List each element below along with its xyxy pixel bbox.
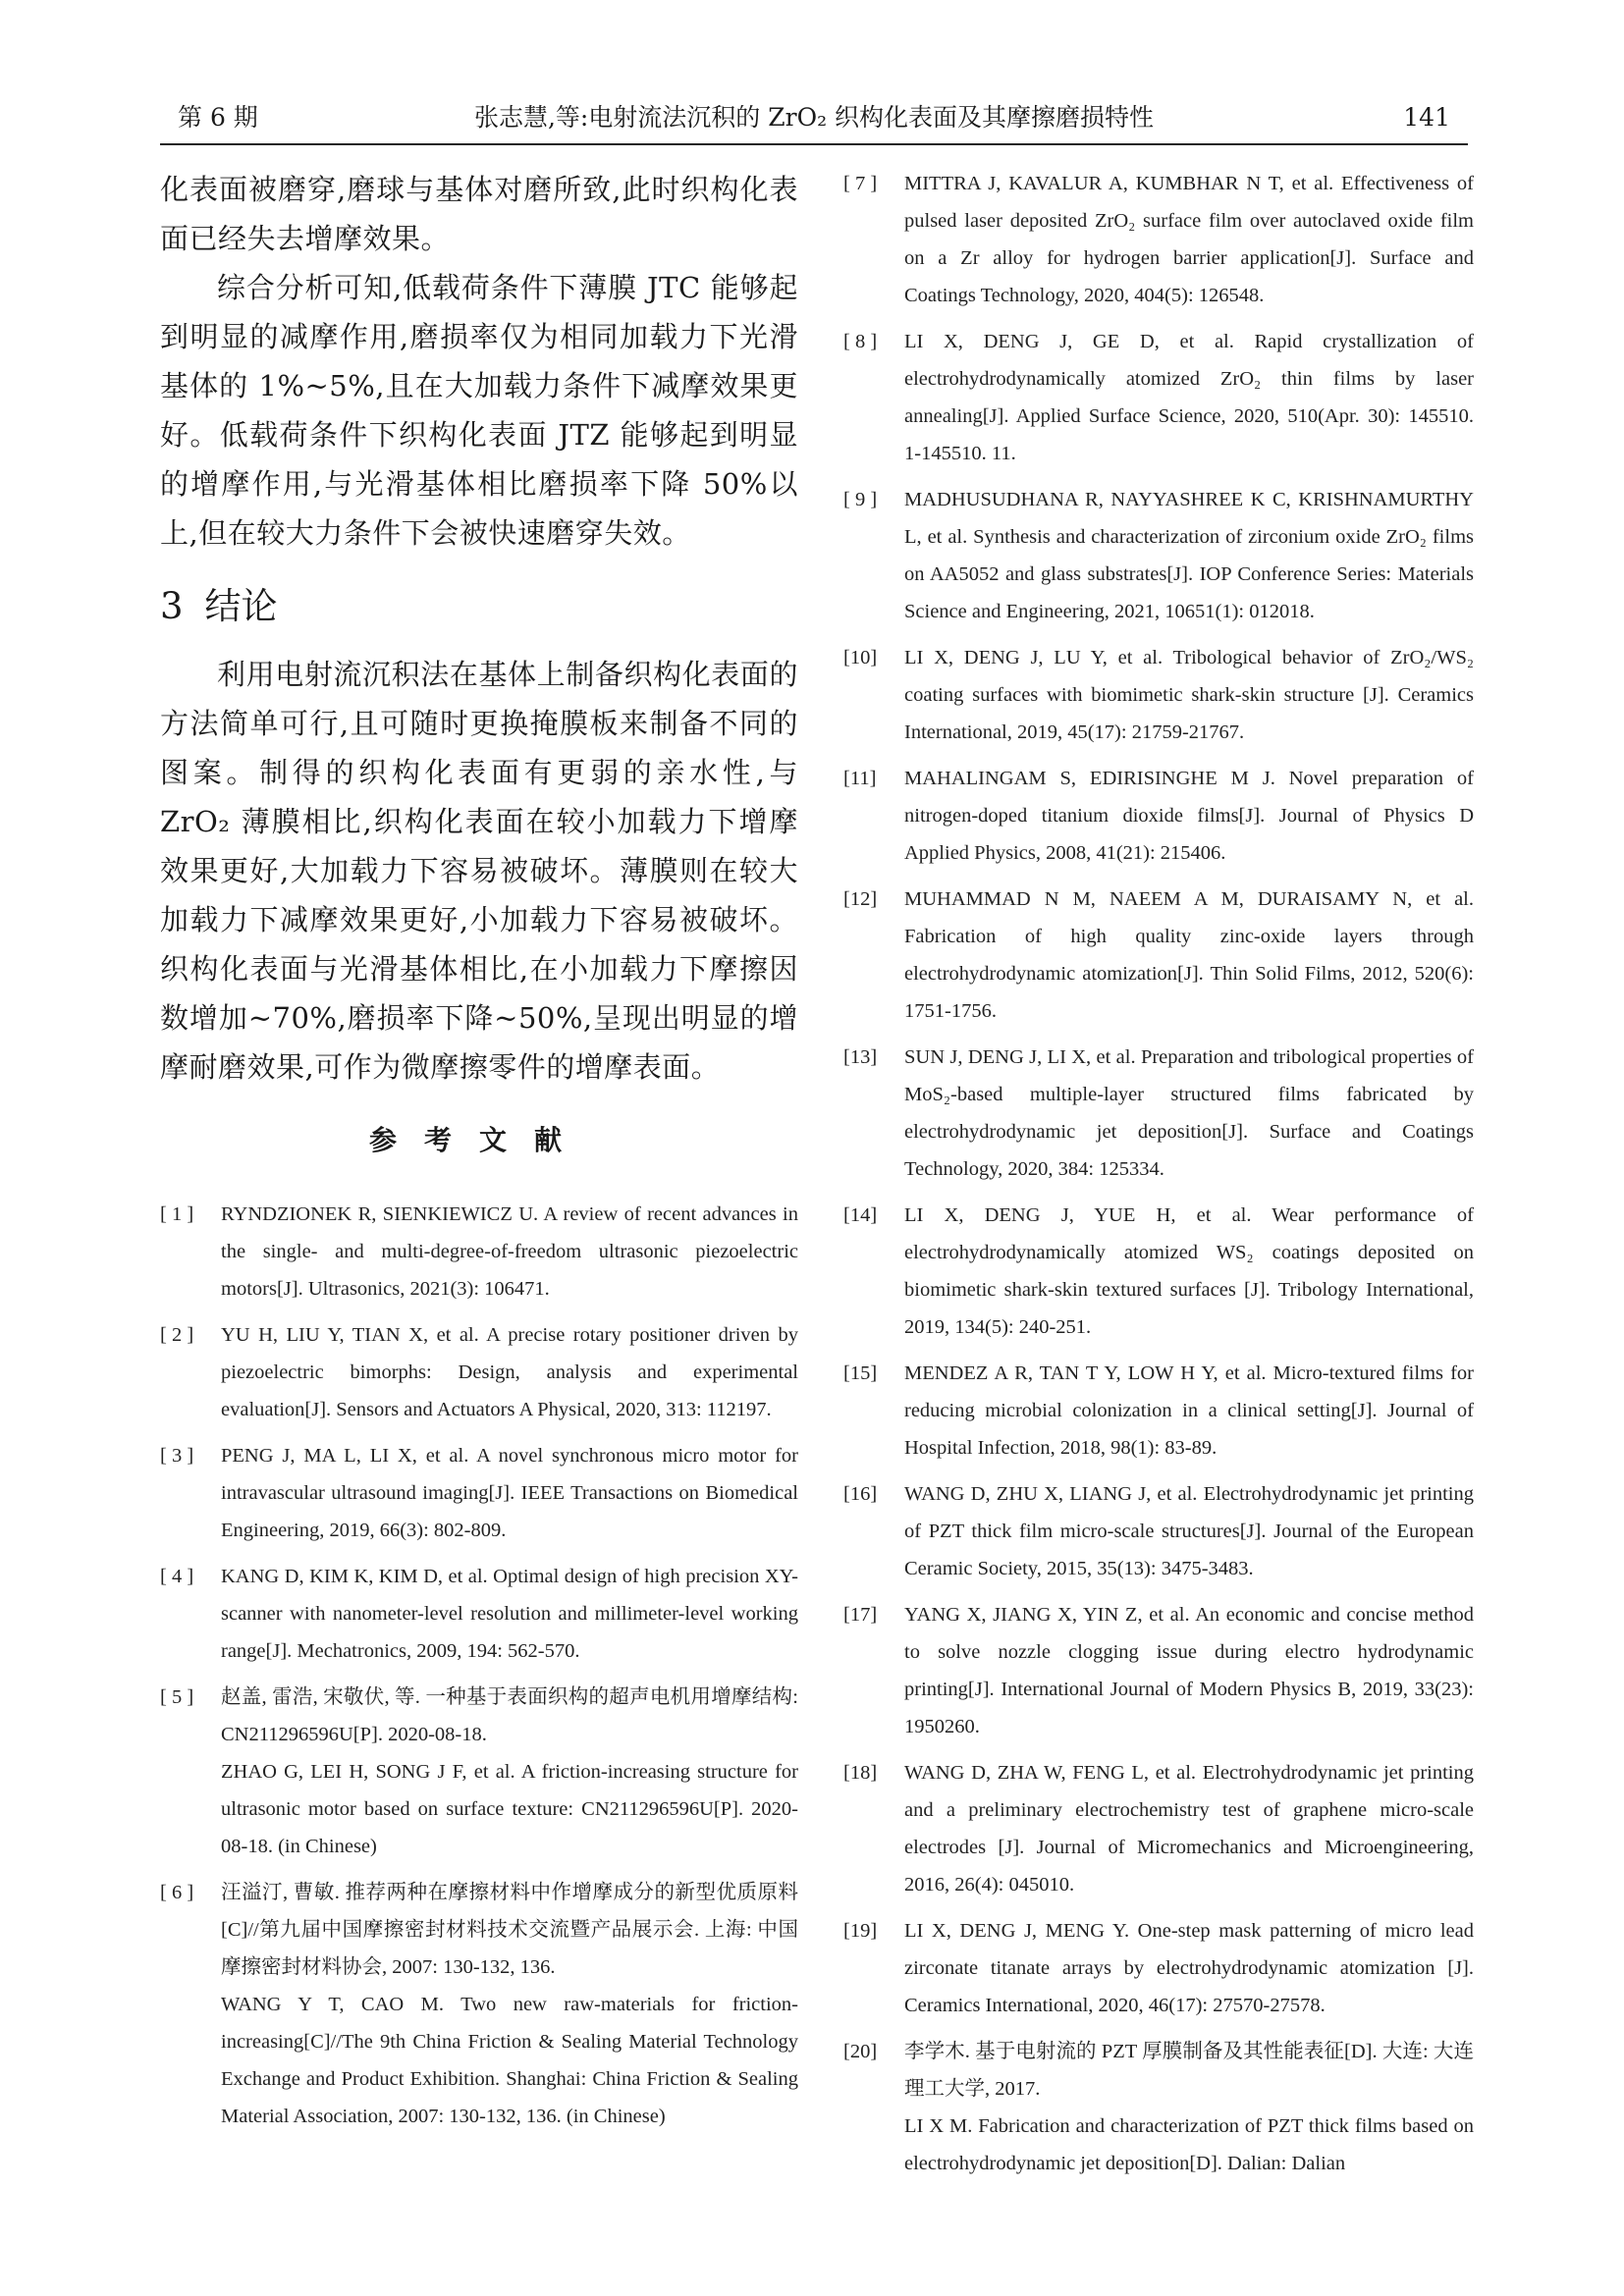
reference-text: LI X, DENG J, GE D, et al. Rapid crystallization of electrohydrodynamically atomized ZrO₂ thin films by laser annealing[J]. Applied Surface Science, 2020, 510(Apr. 30): 145510. 1-145510. 11. [904, 331, 1474, 464]
reference-text: WANG D, ZHU X, LIANG J, et al. Electrohydrodynamic jet printing of PZT thick film micro-scale structures[J]. Journal of the European Ceramic Society, 2015, 35(13): 3475-3483. [904, 1483, 1474, 1579]
reference-item [843, 1754, 1474, 1903]
reference-text: 汪溢汀, 曹敏. 推荐两种在摩擦材料中作增摩成分的新型优质原料[C]//第九届中国摩擦密封材料技术交流暨产品展示会. 上海: 中国摩擦密封材料协会, 2007: 130-132, 136. [221, 1882, 798, 1978]
reference-number: [16] [843, 1483, 878, 1505]
reference-item [160, 1316, 798, 1428]
reference-item [160, 1558, 798, 1670]
reference-number: [14] [843, 1204, 878, 1226]
reference-item [843, 1475, 1474, 1587]
references-heading: 参考文献 [368, 1124, 589, 1156]
reference-item [160, 1679, 798, 1865]
reference-text: SUN J, DENG J, LI X, et al. Preparation and tribological properties of MoS₂-based multiple-layer structured films fabricated by electrohydrodynamic jet deposition[J]. Surface and Coatings Technology, 2020, 384: 125334. [904, 1046, 1474, 1180]
reference-text: LI X, DENG J, YUE H, et al. Wear performance of electrohydrodynamically atomized WS₂ coatings deposited on biomimetic shark-skin textured surfaces [J]. Tribology International, 2019, 134(5): 240-251. [904, 1204, 1474, 1338]
reference-number: [ 3 ] [160, 1445, 194, 1467]
reference-number: [20] [843, 2041, 878, 2062]
reference-item [843, 481, 1474, 630]
reference-number: [17] [843, 1604, 878, 1626]
running-title: 张志慧,等:电射流法沉积的 ZrO₂ 织构化表面及其摩擦磨损特性 [473, 103, 1155, 132]
reference-text: YANG X, JIANG X, YIN Z, et al. An economic and concise method to solve nozzle clogging issue during electro hydrodynamic printing[J]. International Journal of Modern Physics B, 2019, 33(23): 1950260. [904, 1604, 1474, 1737]
page-number: 141 [1403, 103, 1450, 132]
reference-number: [15] [843, 1362, 878, 1384]
reference-number: [18] [843, 1762, 878, 1784]
reference-text: MADHUSUDHANA R, NAYYASHREE K C, KRISHNAMURTHY L, et al. Synthesis and characterization of zirconium oxide ZrO₂ films on AA5052 and glass substrates[J]. IOP Conference Series: Materials Science and Engineering, 2021, 10651(1): 012018. [904, 489, 1474, 622]
conclusion-text [160, 650, 798, 1092]
section-title: 结论 [204, 585, 278, 627]
reference-item [843, 1355, 1474, 1467]
reference-list-left [160, 1196, 798, 2135]
paragraph-continuation: 化表面被磨穿,磨球与基体对磨所致,此时织构化表面已经失去增摩效果。 [160, 173, 798, 255]
reference-number: [ 6 ] [160, 1882, 194, 1903]
reference-item [843, 1596, 1474, 1745]
reference-text: YU H, LIU Y, TIAN X, et al. A precise rotary positioner driven by piezoelectric bimorphs: Design, analysis and experimental evaluation[J]. Sensors and Actuators A Physical, 2020, 313: 112197. [221, 1324, 798, 1420]
reference-item [843, 881, 1474, 1030]
reference-number: [13] [843, 1046, 878, 1068]
reference-text: KANG D, KIM K, KIM D, et al. Optimal design of high precision XY-scanner with nanometer-level resolution and millimeter-level working range[J]. Mechatronics, 2009, 194: 562-570. [221, 1566, 798, 1662]
reference-text: WANG D, ZHA W, FENG L, et al. Electrohydrodynamic jet printing and a preliminary electrochemistry test of graphene micro-scale electrodes [J]. Journal of Micromechanics and Microengineering, 2016, 26(4): 045010. [904, 1762, 1474, 1896]
reference-number: [ 7 ] [843, 173, 878, 194]
reference-item [843, 165, 1474, 314]
body-text [160, 165, 798, 558]
reference-text: LI X, DENG J, MENG Y. One-step mask patterning of micro lead zirconate titanate arrays by electrohydrodynamic atomization [J]. Ceramics International, 2020, 46(17): 27570-27578. [904, 1920, 1474, 2016]
reference-number: [ 9 ] [843, 489, 878, 510]
reference-item [843, 1039, 1474, 1188]
reference-item [160, 1196, 798, 1308]
reference-item [843, 760, 1474, 872]
reference-item [843, 1912, 1474, 2024]
left-column [160, 165, 798, 2144]
reference-text: ZHAO G, LEI H, SONG J F, et al. A friction-increasing structure for ultrasonic motor based on surface texture: CN211296596U[P]. 2020-08-18. (in Chinese) [221, 1761, 798, 1857]
reference-item [843, 323, 1474, 472]
reference-text: MUHAMMAD N M, NAEEM A M, DURAISAMY N, et al. Fabrication of high quality zinc-oxide layers through electrohydrodynamic atomization[J]. Thin Solid Films, 2012, 520(6): 1751-1756. [904, 888, 1474, 1022]
reference-text: LI X, DENG J, LU Y, et al. Tribological behavior of ZrO₂/WS₂ coating surfaces with biomimetic shark-skin structure [J]. Ceramics International, 2019, 45(17): 21759-21767. [904, 647, 1474, 743]
reference-text: MAHALINGAM S, EDIRISINGHE M J. Novel preparation of nitrogen-doped titanium dioxide films[J]. Journal of Physics D Applied Physics, 2008, 41(21): 215406. [904, 768, 1474, 864]
reference-list-right [843, 165, 1474, 2182]
reference-number: [ 8 ] [843, 331, 878, 352]
reference-number: [10] [843, 647, 878, 668]
reference-text: 赵盖, 雷浩, 宋敬伏, 等. 一种基于表面织构的超声电机用增摩结构: CN211296596U[P]. 2020-08-18. [221, 1686, 798, 1745]
reference-text: MITTRA J, KAVALUR A, KUMBHAR N T, et al. Effectiveness of pulsed laser deposited ZrO₂ surface film over autoclaved oxide film on a Zr alloy for hydrogen barrier application[J]. Surface and Coatings Technology, 2020, 404(5): 126548. [904, 173, 1474, 306]
reference-item [843, 2033, 1474, 2182]
section-number: 3 [160, 585, 184, 627]
reference-number: [ 2 ] [160, 1324, 194, 1346]
paragraph-conclusion: 利用电射流沉积法在基体上制备织构化表面的方法简单可行,且可随时更换掩膜板来制备不同的图案。制得的织构化表面有更弱的亲水性,与 ZrO₂ 薄膜相比,织构化表面在较小加载力下增摩效果更好,大加载力下容易被破坏。薄膜则在较大加载力下减摩效果更好,小加载力下容易被破坏。织构化表面与光滑基体相比,在小加载力下摩擦因数增加~70%,磨损率下降~50%,呈现出明显的增摩耐磨效果,可作为微摩擦零件的增摩表面。 [160, 658, 798, 1084]
reference-number: [ 1 ] [160, 1203, 194, 1225]
reference-number: [11] [843, 768, 877, 789]
reference-number: [ 5 ] [160, 1686, 194, 1708]
section-heading [160, 581, 798, 632]
running-header [160, 98, 1468, 145]
reference-text: 李学木. 基于电射流的 PZT 厚膜制备及其性能表征[D]. 大连: 大连理工大学, 2017. [904, 2041, 1474, 2100]
issue-label: 第 6 期 [178, 103, 258, 132]
reference-text: RYNDZIONEK R, SIENKIEWICZ U. A review of recent advances in the single- and multi-degree-of-freedom ultrasonic piezoelectric motors[J]. Ultrasonics, 2021(3): 106471. [221, 1203, 798, 1300]
reference-text: LI X M. Fabrication and characterization of PZT thick films based on electrohydrodynamic jet deposition[D]. Dalian: Dalian [904, 2115, 1474, 2174]
right-column [843, 165, 1474, 2191]
reference-item [160, 1874, 798, 2135]
reference-text: MENDEZ A R, TAN T Y, LOW H Y, et al. Micro-textured films for reducing microbial colonization in a clinical setting[J]. Journal of Hospital Infection, 2018, 98(1): 83-89. [904, 1362, 1474, 1459]
reference-text: WANG Y T, CAO M. Two new raw-materials for friction-increasing[C]//The 9th China Friction & Sealing Material Technology Exchange and Product Exhibition. Shanghai: China Friction & Sealing Material Association, 2007: 130-132, 136. (in Chinese) [221, 1994, 798, 2127]
reference-number: [ 4 ] [160, 1566, 194, 1587]
paragraph-analysis: 综合分析可知,低载荷条件下薄膜 JTC 能够起到明显的减摩作用,磨损率仅为相同加载力下光滑基体的 1%~5%,且在大加载力条件下减摩效果更好。低载荷条件下织构化表面 JTZ 能够起到明显的增摩作用,与光滑基体相比磨损率下降 50%以上,但在较大力条件下会被快速磨穿失效。 [160, 271, 798, 550]
reference-text: PENG J, MA L, LI X, et al. A novel synchronous micro motor for intravascular ultrasound imaging[J]. IEEE Transactions on Biomedical Engineering, 2019, 66(3): 802-809. [221, 1445, 798, 1541]
reference-number: [19] [843, 1920, 878, 1942]
reference-item [843, 1197, 1474, 1346]
reference-item [843, 639, 1474, 751]
reference-number: [12] [843, 888, 878, 910]
reference-item [160, 1437, 798, 1549]
